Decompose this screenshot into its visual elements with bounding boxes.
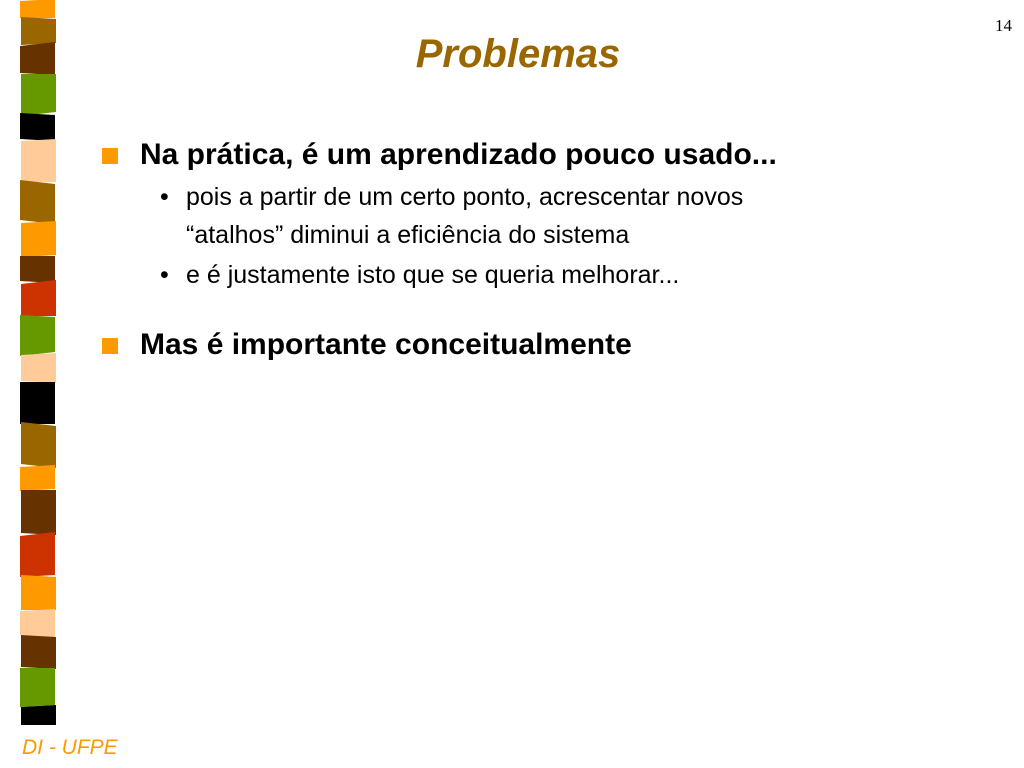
sub-bullet-text-line: pois a partir de um certo ponto, acrescentar novos [186,183,744,211]
sub-bullet-text-line: “atalhos” diminui a eficiência do sistema [186,221,630,249]
decorative-stripe [21,490,56,535]
decorative-stripe [21,635,56,669]
decorative-stripe [20,180,55,224]
decorative-stripe [21,705,56,725]
bullet-item [100,326,920,364]
decorative-stripe [20,256,55,283]
decorative-stripe [20,113,55,141]
decorative-stripe [21,280,56,316]
sub-bullet-list [100,178,920,294]
decorative-stripe [20,382,55,424]
decorative-stripe [20,465,55,491]
decorative-stripe [20,532,55,577]
decorative-stripe [21,353,56,383]
decorative-stripe [20,668,55,707]
sub-bullet-text-line: e é justamente isto que se queria melhorar... [186,261,680,289]
decorative-stripe [21,139,56,182]
decorative-stripe [20,315,55,356]
decorative-stripes [18,0,58,725]
bullet-square-icon [102,148,118,164]
decorative-stripe [21,422,56,468]
slide-number: 14 [995,16,1012,35]
bullet-item [100,136,920,174]
bullet-dot-icon: • [160,183,169,211]
slide-title: Problemas [415,32,621,76]
sub-bullet-item [100,178,920,254]
decorative-stripe [21,74,56,116]
decorative-stripe [20,609,55,637]
decorative-stripe-bar [18,0,58,725]
sub-bullet-item [100,256,920,294]
bullet-dot-icon: • [160,261,169,289]
decorative-stripe [21,221,56,257]
bullet-square-icon [102,338,118,354]
slide-content [100,136,920,364]
bullet-text: Mas é importante conceitualmente [140,328,632,361]
decorative-stripe [20,0,55,18]
decorative-stripe [21,575,56,610]
footer-label: DI - UFPE [22,736,118,759]
bullet-text: Na prática, é um aprendizado pouco usado... [140,138,777,171]
